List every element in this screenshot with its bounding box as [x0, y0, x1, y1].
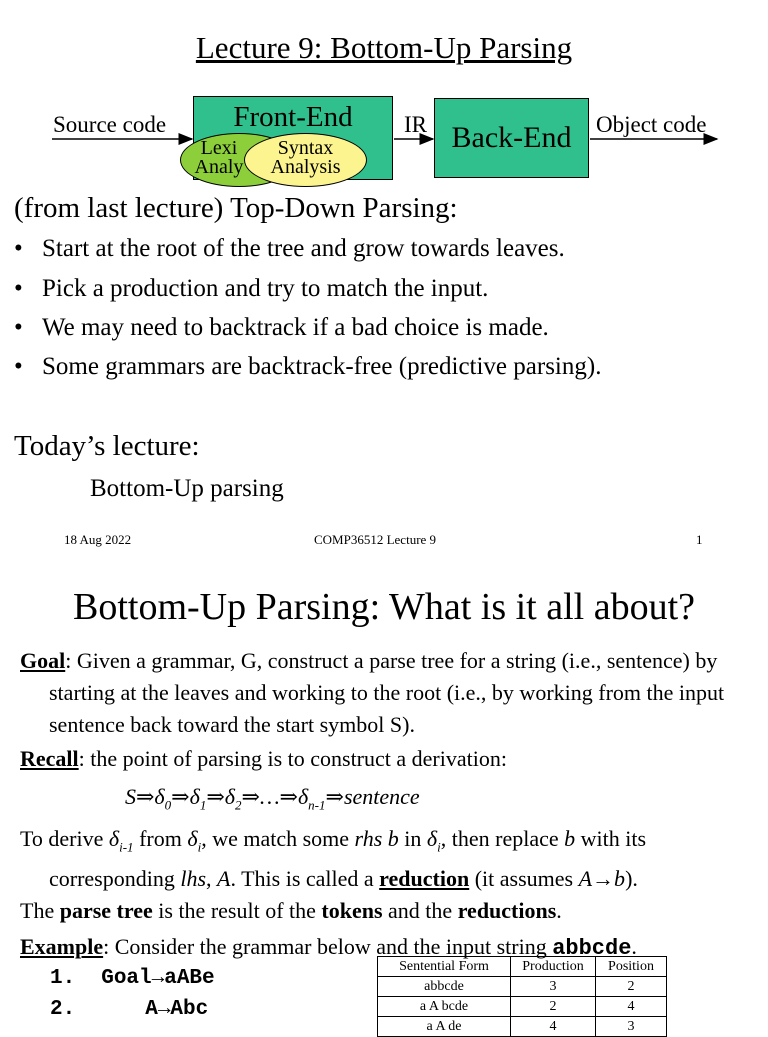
todays-lecture-item: Bottom-Up parsing [90, 475, 284, 502]
lexical-line2: Analy [194, 156, 244, 178]
bullet-icon: • [14, 314, 23, 341]
syntax-analysis-ellipse [244, 133, 367, 187]
back-end-box: Back-End [434, 98, 589, 178]
slide2-title: Bottom-Up Parsing: What is it all about? [72, 586, 695, 628]
front-end-label: Front-End [233, 101, 353, 133]
grammar-rule: 2. A→Abc [50, 998, 209, 1021]
parse-tree-paragraph: The parse tree is the result of the tokens and the reductions. [20, 898, 562, 923]
column-header: Production [511, 957, 596, 977]
derivation-formula: $S\Rightarrow\delta_0\Rightarrow\delta_1\Rightarrow\delta_2\Rightarrow\dots\Rightarrow\delta_{n-1}\Rightarrow sentence$ [125, 784, 420, 813]
table-header-row [378, 957, 667, 977]
table-row: a A de 4 3 [378, 1017, 667, 1037]
table-row: abbcde 3 2 [378, 977, 667, 997]
recall-label: Recall [20, 746, 79, 771]
syntax-line2: Analysis [270, 156, 341, 178]
bullet-item: • We may need to backtrack if a bad choice is made. [14, 314, 549, 341]
bullet-icon: • [14, 353, 23, 380]
bullet-icon: • [14, 275, 23, 302]
recall-text: : the point of parsing is to construct a derivation: [78, 746, 507, 771]
goal-label: Goal [20, 648, 66, 673]
derive-paragraph: To derive $\delta_{i-1}$ from $\delta_i$, we match some rhs b in $\delta_i$, then replace b with its corresponding lhs, A. This is called a reduction (it assumes A→b). [20, 826, 647, 892]
example-string: abbcde [552, 936, 632, 961]
syntax-line1: Syntax [277, 137, 334, 159]
example-paragraph: Example: Consider the grammar below and the input string abbcde. [20, 934, 637, 961]
goal-text: : Given a grammar, G, construct a parse tree for a string (i.e., sentence) by starting at the leaves and working to the root (i.e., by working from the input sentence back toward the start symbol S). [49, 648, 725, 737]
object-code-label: Object code [596, 112, 707, 137]
footer-course: COMP36512 Lecture 9 [314, 532, 437, 547]
footer-date: 18 Aug 2022 [64, 532, 132, 547]
ir-label: IR [404, 112, 427, 137]
column-header: Position [596, 957, 667, 977]
footer-page: 1 [696, 532, 703, 547]
slide1-title: Lecture 9: Bottom-Up Parsing [195, 30, 573, 65]
bullet-icon: • [14, 235, 23, 262]
goal-paragraph [20, 645, 760, 741]
column-header: Sentential Form [378, 957, 511, 977]
lexical-line1: Lexi [200, 137, 238, 159]
example-label: Example [20, 934, 104, 959]
top-down-heading: (from last lecture) Top-Down Parsing: [14, 192, 458, 224]
recall-paragraph [20, 743, 507, 775]
sentential-form-table [377, 956, 667, 1037]
source-code-label: Source code [53, 112, 167, 137]
bullet-item: • Some grammars are backtrack-free (predictive parsing). [14, 353, 602, 380]
bullet-item: • Pick a production and try to match the input. [14, 275, 489, 302]
reduction-term: reduction [379, 866, 470, 892]
bullet-item: • Start at the root of the tree and grow towards leaves. [14, 235, 565, 262]
grammar-rule: 1. Goal→aABe [50, 967, 215, 990]
table-row: a A bcde 2 4 [378, 997, 667, 1017]
todays-lecture-heading: Today’s lecture: [14, 430, 200, 462]
